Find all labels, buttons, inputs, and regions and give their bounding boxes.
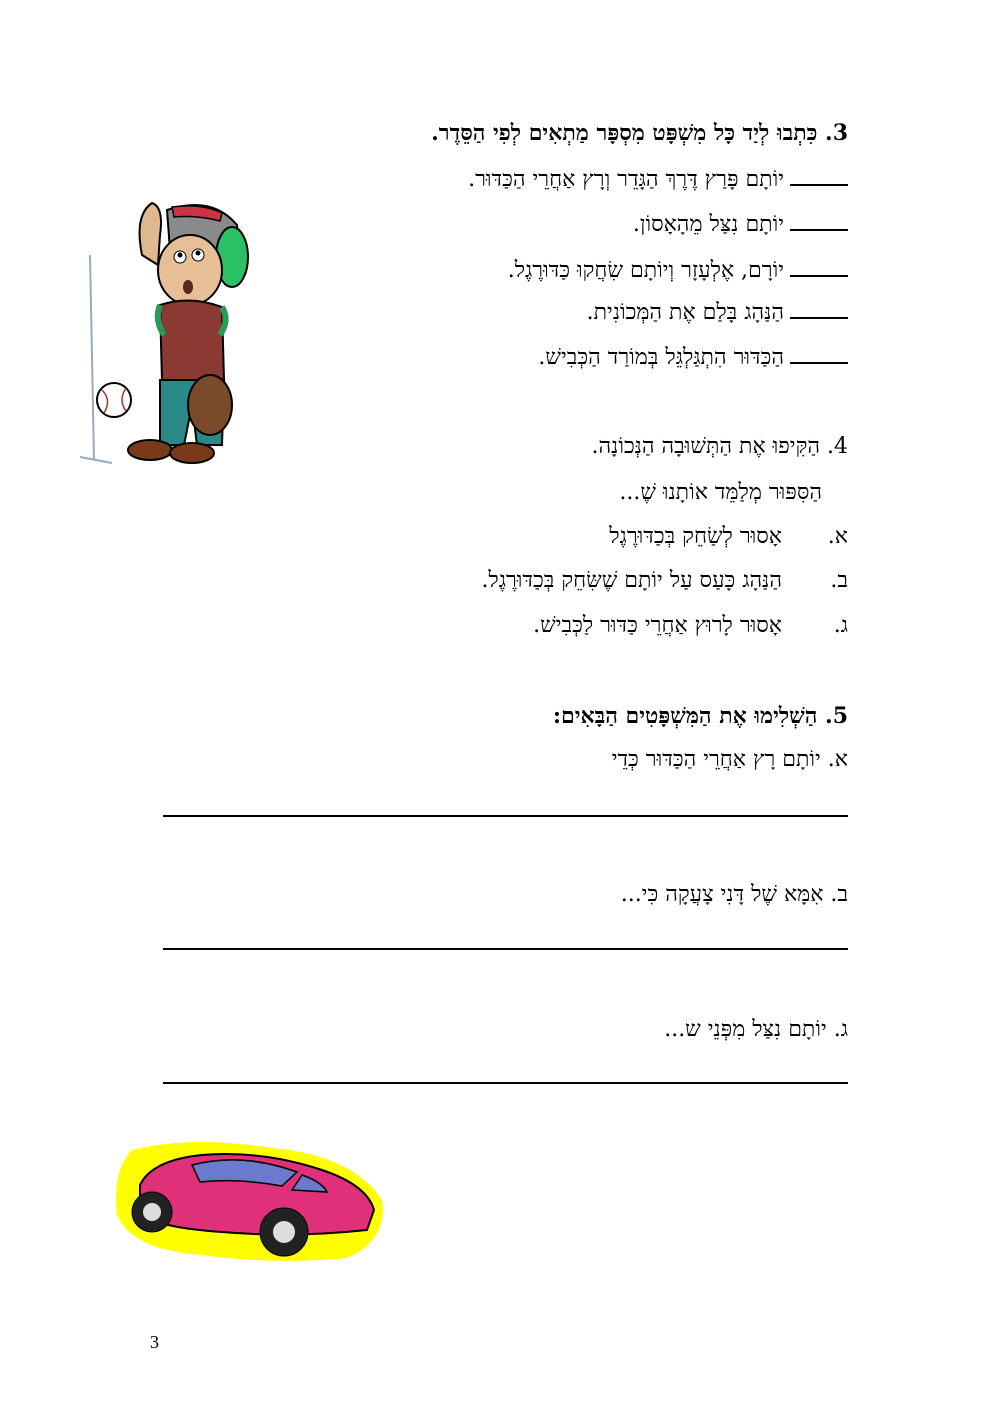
page-number: 3: [150, 1332, 159, 1352]
answer-line[interactable]: [163, 815, 848, 817]
q4-stem: הַסִּפּוּר מְלַמֵּד אוֹתָנוּ שֶׁ...: [619, 480, 822, 505]
q5-title: 5. הַשְׁלִימוּ אֶת הַמִּשְׁפָּטִים הַבָּאִים:: [552, 703, 848, 729]
answer-line[interactable]: [163, 948, 848, 950]
q3-item: יוֹתָם פָּרַץ דֶּרֶךְ הַגָּדֵר וְרָץ אַחֲרֵי הַכַּדּוּר.: [468, 165, 848, 195]
answer-blank[interactable]: [790, 211, 848, 231]
answer-blank[interactable]: [790, 299, 848, 319]
q3-title: 3. כִּתְבוּ לְיַד כָּל מִשְׁפָּט מִסְפָּר מַתְאִים לְפִי הַסֵּדֶר.: [431, 120, 848, 146]
q3-item: יוֹרָם, אֶלְעָזָר וְיוֹתָם שִׂחֲקוּ כַּדּוּרֶגֶל.: [508, 256, 848, 286]
q4-option-b[interactable]: ב.הַנַּהָג כָּעַס עַל יוֹתָם שֶׁשִּׂחֵק בְּכַדּוּרֶגֶל.: [481, 568, 848, 593]
answer-line[interactable]: [163, 1082, 848, 1084]
q5-item-b: ב. אִמָּא שֶׁל דָּנִי צָעֲקָה כִּי...: [620, 882, 848, 907]
baseball-boy-illustration: [72, 195, 252, 470]
q4-title: 4. הַקִּיפוּ אֶת הַתְּשׁוּבָה הַנְּכוֹנָה.: [591, 434, 848, 459]
q5-item-a: א. יוֹתָם רָץ אַחֲרֵי הַכַּדּוּר כְּדֵי: [611, 747, 848, 772]
q4-option-a[interactable]: א.אָסוּר לְשַׂחֵק בְּכַדּוּרֶגֶל: [609, 524, 848, 549]
q5-item-c: ג. יוֹתָם נִצַּל מִפְּנֵי ש...: [664, 1017, 848, 1042]
answer-blank[interactable]: [790, 166, 848, 186]
q3-item: יוֹתָם נִצַּל מֵהָאָסוֹן.: [633, 210, 848, 240]
q3-item: הַכַּדּוּר הִתְגַּלְגֵּל בְּמוֹרַד הַכְּבִישׁ.: [538, 343, 848, 373]
car-illustration: [112, 1130, 390, 1265]
answer-blank[interactable]: [790, 344, 848, 364]
q3-item: הַנַּהָג בָּלַם אֶת הַמְּכוֹנִית.: [587, 298, 848, 328]
answer-blank[interactable]: [790, 257, 848, 277]
q4-option-c[interactable]: ג.אָסוּר לָרוּץ אַחֲרֵי כַּדּוּר לַכְּבִישׁ.: [533, 613, 848, 638]
